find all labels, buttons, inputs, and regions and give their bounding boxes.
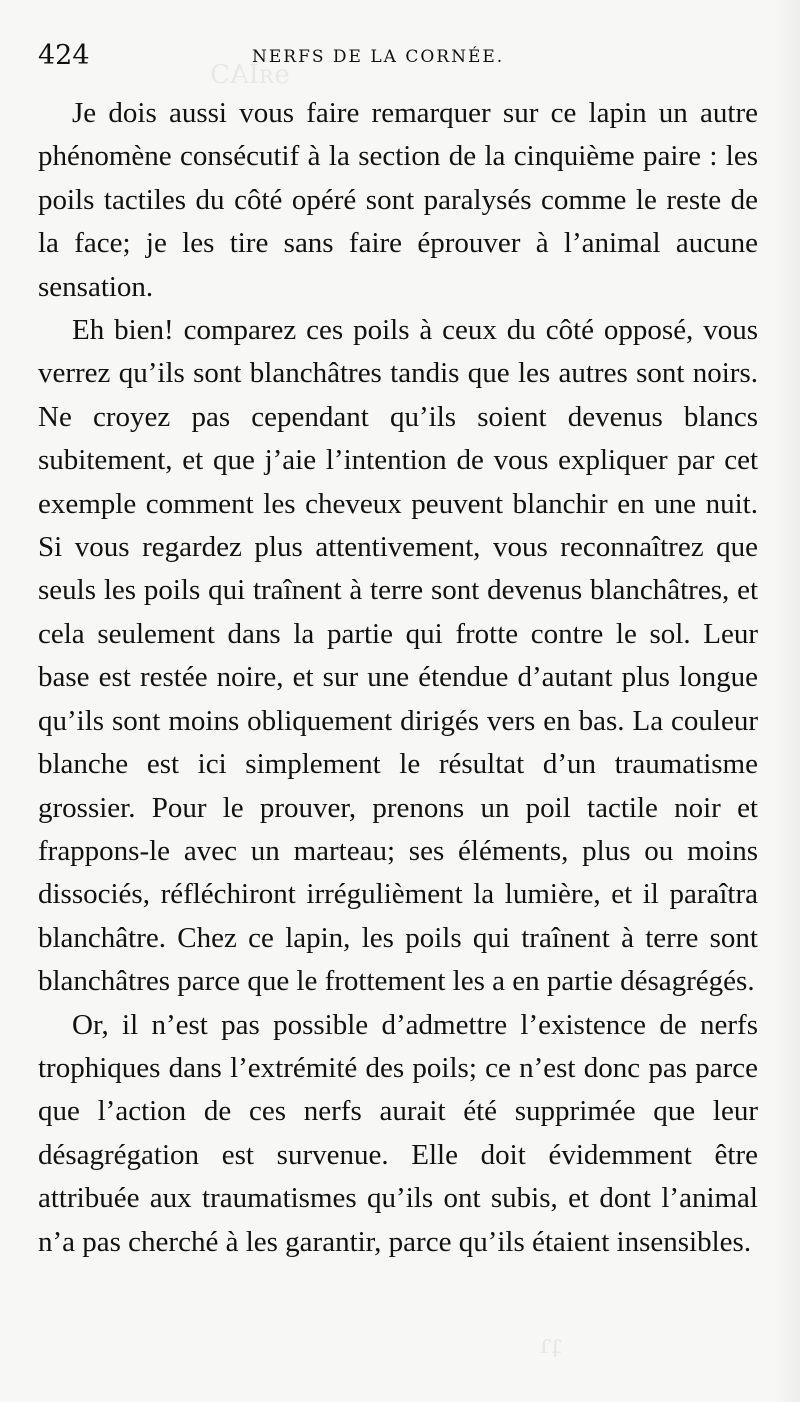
paragraph: Or, il n’est pas possible d’admettre l’existence de nerfs trophiques dans l’extrémité des poils; ce n’est donc pas parce que l’action de ces nerfs aurait été supprimée que leur désagrégation est survenue. Elle doit évidemment être attribuée aux traumatismes qu’ils ont subis, et dont l’animal n’a pas cherché à les garantir, parce qu’ils étaient insensibles. bbox=[38, 1008, 758, 1258]
show-through-text: ɘᴙIAϽ bbox=[210, 60, 290, 90]
paragraph: Je dois aussi vous faire remarquer sur ce lapin un autre phénomène consécutif à la section de la cinquième paire : les poils tactiles du côté opéré sont paralysés comme le reste de la face; je les tire sans faire éprouver à l’animal aucune sensation. bbox=[38, 97, 758, 303]
page-edge-shadow bbox=[774, 0, 800, 1402]
paragraph: Eh bien! comparez ces poils à ceux du côté opposé, vous verrez qu’ils sont blanchâtres tandis que les autres sont noirs. Ne croyez pas cependant qu’ils soient devenus blancs subitement, et que j’aie l’intention de vous expliquer par cet exemple comment les cheveux peuvent blanchir en une nuit. Si vous regardez plus attentivement, vous reconnaîtrez que seuls les poils qui traînent à terre sont devenus blanchâtres, et cela seulement dans la partie qui frotte contre le sol. Leur base est restée noire, et sur une étendue d’autant plus longue qu’ils sont moins obliquement dirigés vers en bas. La couleur blanche est ici simplement le résultat d’un traumatisme grossier. Pour le prouver, prenons un poil tactile noir et frappons-le avec un marteau; ses éléments, plus ou moins dissociés, réfléchiront irrégulièment la lumière, et il paraîtra blanchâtre. Chez ce lapin, les poils qui traînent à terre sont blanchâtres parce que le frottement les a en partie désagrégés. bbox=[38, 314, 758, 998]
page-header bbox=[38, 40, 758, 80]
body-text bbox=[38, 92, 758, 1264]
show-through-text: ʇɿ bbox=[540, 1330, 563, 1360]
running-title: NERFS DE LA CORNÉE. bbox=[252, 47, 505, 67]
page-number: 424 bbox=[38, 40, 90, 71]
